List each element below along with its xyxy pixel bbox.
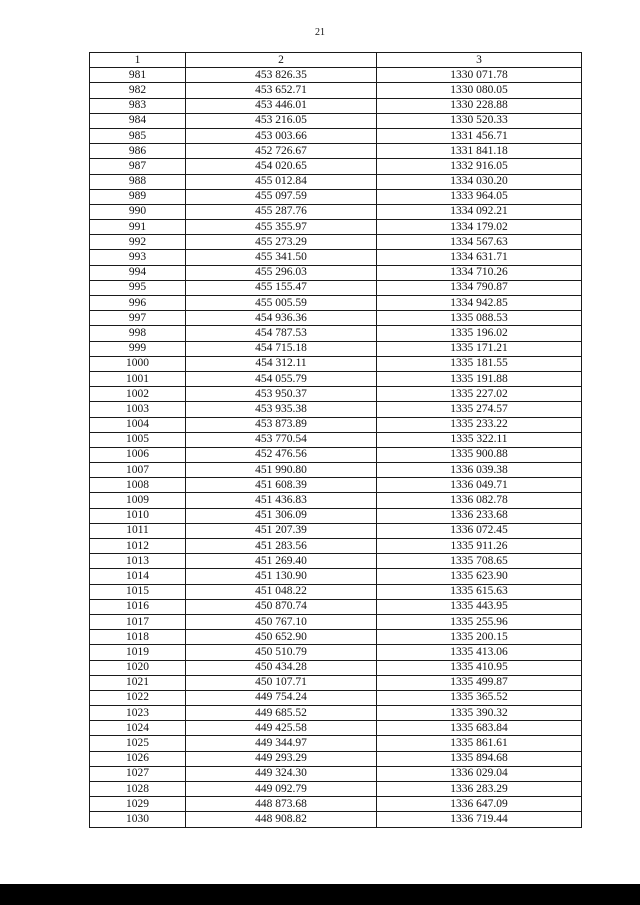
y-coordinate-cell: 1336 039.38 <box>377 463 582 478</box>
x-coordinate-cell: 449 754.24 <box>186 690 377 705</box>
point-number-cell: 996 <box>90 296 186 311</box>
column-header-1: 1 <box>90 53 186 68</box>
x-coordinate-cell: 453 873.89 <box>186 417 377 432</box>
table-row <box>90 387 582 402</box>
point-number-cell: 986 <box>90 144 186 159</box>
y-coordinate-cell: 1335 410.95 <box>377 660 582 675</box>
table-row <box>90 265 582 280</box>
table-row <box>90 812 582 827</box>
y-coordinate-cell: 1334 942.85 <box>377 296 582 311</box>
y-coordinate-cell: 1335 255.96 <box>377 614 582 629</box>
table-row <box>90 113 582 128</box>
x-coordinate-cell: 453 935.38 <box>186 402 377 417</box>
point-number-cell: 981 <box>90 68 186 83</box>
x-coordinate-cell: 451 306.09 <box>186 508 377 523</box>
y-coordinate-cell: 1334 092.21 <box>377 204 582 219</box>
table-row <box>90 296 582 311</box>
point-number-cell: 997 <box>90 311 186 326</box>
y-coordinate-cell: 1335 499.87 <box>377 675 582 690</box>
x-coordinate-cell: 453 216.05 <box>186 113 377 128</box>
point-number-cell: 1014 <box>90 569 186 584</box>
point-number-cell: 989 <box>90 189 186 204</box>
y-coordinate-cell: 1335 615.63 <box>377 584 582 599</box>
y-coordinate-cell: 1336 233.68 <box>377 508 582 523</box>
y-coordinate-cell: 1335 322.11 <box>377 432 582 447</box>
y-coordinate-cell: 1335 413.06 <box>377 645 582 660</box>
table-row <box>90 68 582 83</box>
point-number-cell: 1026 <box>90 751 186 766</box>
x-coordinate-cell: 453 770.54 <box>186 432 377 447</box>
point-number-cell: 1005 <box>90 432 186 447</box>
table-row <box>90 766 582 781</box>
point-number-cell: 991 <box>90 220 186 235</box>
point-number-cell: 983 <box>90 98 186 113</box>
x-coordinate-cell: 453 446.01 <box>186 98 377 113</box>
y-coordinate-cell: 1334 631.71 <box>377 250 582 265</box>
point-number-cell: 984 <box>90 113 186 128</box>
x-coordinate-cell: 451 048.22 <box>186 584 377 599</box>
x-coordinate-cell: 449 344.97 <box>186 736 377 751</box>
x-coordinate-cell: 453 826.35 <box>186 68 377 83</box>
x-coordinate-cell: 453 950.37 <box>186 387 377 402</box>
x-coordinate-cell: 455 296.03 <box>186 265 377 280</box>
x-coordinate-cell: 451 207.39 <box>186 523 377 538</box>
table-row <box>90 159 582 174</box>
x-coordinate-cell: 455 155.47 <box>186 280 377 295</box>
y-coordinate-cell: 1330 080.05 <box>377 83 582 98</box>
coordinates-table <box>89 52 582 828</box>
table-row <box>90 250 582 265</box>
point-number-cell: 1028 <box>90 782 186 797</box>
y-coordinate-cell: 1335 088.53 <box>377 311 582 326</box>
point-number-cell: 994 <box>90 265 186 280</box>
point-number-cell: 1006 <box>90 447 186 462</box>
y-coordinate-cell: 1335 171.21 <box>377 341 582 356</box>
x-coordinate-cell: 453 003.66 <box>186 128 377 143</box>
point-number-cell: 1023 <box>90 706 186 721</box>
x-coordinate-cell: 455 005.59 <box>186 296 377 311</box>
table-row <box>90 721 582 736</box>
x-coordinate-cell: 450 107.71 <box>186 675 377 690</box>
x-coordinate-cell: 451 130.90 <box>186 569 377 584</box>
column-header-3: 3 <box>377 53 582 68</box>
point-number-cell: 1013 <box>90 554 186 569</box>
point-number-cell: 1008 <box>90 478 186 493</box>
table-row <box>90 432 582 447</box>
x-coordinate-cell: 450 767.10 <box>186 614 377 629</box>
table-row <box>90 493 582 508</box>
table-row <box>90 782 582 797</box>
y-coordinate-cell: 1332 916.05 <box>377 159 582 174</box>
point-number-cell: 1029 <box>90 797 186 812</box>
x-coordinate-cell: 449 092.79 <box>186 782 377 797</box>
y-coordinate-cell: 1334 567.63 <box>377 235 582 250</box>
point-number-cell: 1010 <box>90 508 186 523</box>
table-row <box>90 189 582 204</box>
x-coordinate-cell: 449 324.30 <box>186 766 377 781</box>
table-header-row <box>90 53 582 68</box>
table-row <box>90 508 582 523</box>
point-number-cell: 1030 <box>90 812 186 827</box>
point-number-cell: 1027 <box>90 766 186 781</box>
point-number-cell: 992 <box>90 235 186 250</box>
x-coordinate-cell: 454 936.36 <box>186 311 377 326</box>
table-row <box>90 584 582 599</box>
point-number-cell: 999 <box>90 341 186 356</box>
point-number-cell: 1011 <box>90 523 186 538</box>
point-number-cell: 1025 <box>90 736 186 751</box>
x-coordinate-cell: 448 873.68 <box>186 797 377 812</box>
y-coordinate-cell: 1334 030.20 <box>377 174 582 189</box>
table-row <box>90 706 582 721</box>
y-coordinate-cell: 1331 841.18 <box>377 144 582 159</box>
table-row <box>90 539 582 554</box>
y-coordinate-cell: 1330 071.78 <box>377 68 582 83</box>
point-number-cell: 1003 <box>90 402 186 417</box>
x-coordinate-cell: 455 273.29 <box>186 235 377 250</box>
x-coordinate-cell: 455 287.76 <box>186 204 377 219</box>
point-number-cell: 1020 <box>90 660 186 675</box>
x-coordinate-cell: 451 269.40 <box>186 554 377 569</box>
x-coordinate-cell: 455 097.59 <box>186 189 377 204</box>
x-coordinate-cell: 450 652.90 <box>186 630 377 645</box>
point-number-cell: 993 <box>90 250 186 265</box>
y-coordinate-cell: 1335 443.95 <box>377 599 582 614</box>
y-coordinate-cell: 1336 029.04 <box>377 766 582 781</box>
table-row <box>90 235 582 250</box>
y-coordinate-cell: 1336 049.71 <box>377 478 582 493</box>
x-coordinate-cell: 455 355.97 <box>186 220 377 235</box>
x-coordinate-cell: 454 055.79 <box>186 371 377 386</box>
y-coordinate-cell: 1336 647.09 <box>377 797 582 812</box>
y-coordinate-cell: 1334 710.26 <box>377 265 582 280</box>
point-number-cell: 1017 <box>90 614 186 629</box>
x-coordinate-cell: 454 312.11 <box>186 356 377 371</box>
table-row <box>90 174 582 189</box>
table-row <box>90 630 582 645</box>
point-number-cell: 1004 <box>90 417 186 432</box>
x-coordinate-cell: 455 012.84 <box>186 174 377 189</box>
x-coordinate-cell: 449 685.52 <box>186 706 377 721</box>
table-row <box>90 280 582 295</box>
x-coordinate-cell: 451 283.56 <box>186 539 377 554</box>
y-coordinate-cell: 1336 719.44 <box>377 812 582 827</box>
point-number-cell: 1021 <box>90 675 186 690</box>
table-row <box>90 128 582 143</box>
y-coordinate-cell: 1335 200.15 <box>377 630 582 645</box>
x-coordinate-cell: 451 990.80 <box>186 463 377 478</box>
x-coordinate-cell: 454 715.18 <box>186 341 377 356</box>
point-number-cell: 1012 <box>90 539 186 554</box>
table-row <box>90 83 582 98</box>
y-coordinate-cell: 1335 233.22 <box>377 417 582 432</box>
y-coordinate-cell: 1335 900.88 <box>377 447 582 462</box>
x-coordinate-cell: 448 908.82 <box>186 812 377 827</box>
point-number-cell: 988 <box>90 174 186 189</box>
y-coordinate-cell: 1335 683.84 <box>377 721 582 736</box>
table-row <box>90 463 582 478</box>
point-number-cell: 1022 <box>90 690 186 705</box>
x-coordinate-cell: 449 425.58 <box>186 721 377 736</box>
table-row <box>90 523 582 538</box>
x-coordinate-cell: 451 608.39 <box>186 478 377 493</box>
y-coordinate-cell: 1335 861.61 <box>377 736 582 751</box>
table-row <box>90 417 582 432</box>
point-number-cell: 1018 <box>90 630 186 645</box>
y-coordinate-cell: 1331 456.71 <box>377 128 582 143</box>
table-row <box>90 326 582 341</box>
x-coordinate-cell: 452 726.67 <box>186 144 377 159</box>
y-coordinate-cell: 1335 181.55 <box>377 356 582 371</box>
table-row <box>90 614 582 629</box>
y-coordinate-cell: 1335 274.57 <box>377 402 582 417</box>
x-coordinate-cell: 450 870.74 <box>186 599 377 614</box>
scan-bottom-edge-bar <box>0 884 640 905</box>
table-row <box>90 660 582 675</box>
table-row <box>90 341 582 356</box>
point-number-cell: 1015 <box>90 584 186 599</box>
y-coordinate-cell: 1335 390.32 <box>377 706 582 721</box>
page-number: 21 <box>315 27 325 38</box>
table-row <box>90 690 582 705</box>
table-row <box>90 311 582 326</box>
y-coordinate-cell: 1335 894.68 <box>377 751 582 766</box>
table-row <box>90 797 582 812</box>
table-row <box>90 554 582 569</box>
point-number-cell: 982 <box>90 83 186 98</box>
y-coordinate-cell: 1335 196.02 <box>377 326 582 341</box>
x-coordinate-cell: 450 434.28 <box>186 660 377 675</box>
table-row <box>90 645 582 660</box>
y-coordinate-cell: 1335 911.26 <box>377 539 582 554</box>
table-row <box>90 204 582 219</box>
point-number-cell: 990 <box>90 204 186 219</box>
table-row <box>90 144 582 159</box>
point-number-cell: 1009 <box>90 493 186 508</box>
point-number-cell: 1000 <box>90 356 186 371</box>
y-coordinate-cell: 1334 790.87 <box>377 280 582 295</box>
table-row <box>90 751 582 766</box>
x-coordinate-cell: 455 341.50 <box>186 250 377 265</box>
y-coordinate-cell: 1336 072.45 <box>377 523 582 538</box>
y-coordinate-cell: 1335 708.65 <box>377 554 582 569</box>
y-coordinate-cell: 1335 191.88 <box>377 371 582 386</box>
y-coordinate-cell: 1336 283.29 <box>377 782 582 797</box>
table-row <box>90 675 582 690</box>
point-number-cell: 995 <box>90 280 186 295</box>
point-number-cell: 1001 <box>90 371 186 386</box>
y-coordinate-cell: 1335 227.02 <box>377 387 582 402</box>
y-coordinate-cell: 1333 964.05 <box>377 189 582 204</box>
table-body <box>90 68 582 827</box>
y-coordinate-cell: 1336 082.78 <box>377 493 582 508</box>
y-coordinate-cell: 1334 179.02 <box>377 220 582 235</box>
table-row <box>90 447 582 462</box>
x-coordinate-cell: 452 476.56 <box>186 447 377 462</box>
point-number-cell: 987 <box>90 159 186 174</box>
table-row <box>90 220 582 235</box>
table-row <box>90 736 582 751</box>
point-number-cell: 985 <box>90 128 186 143</box>
x-coordinate-cell: 450 510.79 <box>186 645 377 660</box>
table-row <box>90 599 582 614</box>
table-row <box>90 356 582 371</box>
x-coordinate-cell: 454 020.65 <box>186 159 377 174</box>
y-coordinate-cell: 1330 228.88 <box>377 98 582 113</box>
point-number-cell: 998 <box>90 326 186 341</box>
point-number-cell: 1024 <box>90 721 186 736</box>
y-coordinate-cell: 1335 623.90 <box>377 569 582 584</box>
table-row <box>90 569 582 584</box>
point-number-cell: 1002 <box>90 387 186 402</box>
y-coordinate-cell: 1330 520.33 <box>377 113 582 128</box>
x-coordinate-cell: 449 293.29 <box>186 751 377 766</box>
table-row <box>90 402 582 417</box>
point-number-cell: 1007 <box>90 463 186 478</box>
x-coordinate-cell: 453 652.71 <box>186 83 377 98</box>
table-row <box>90 98 582 113</box>
y-coordinate-cell: 1335 365.52 <box>377 690 582 705</box>
x-coordinate-cell: 454 787.53 <box>186 326 377 341</box>
x-coordinate-cell: 451 436.83 <box>186 493 377 508</box>
point-number-cell: 1019 <box>90 645 186 660</box>
column-header-2: 2 <box>186 53 377 68</box>
table-row <box>90 478 582 493</box>
table-row <box>90 371 582 386</box>
point-number-cell: 1016 <box>90 599 186 614</box>
